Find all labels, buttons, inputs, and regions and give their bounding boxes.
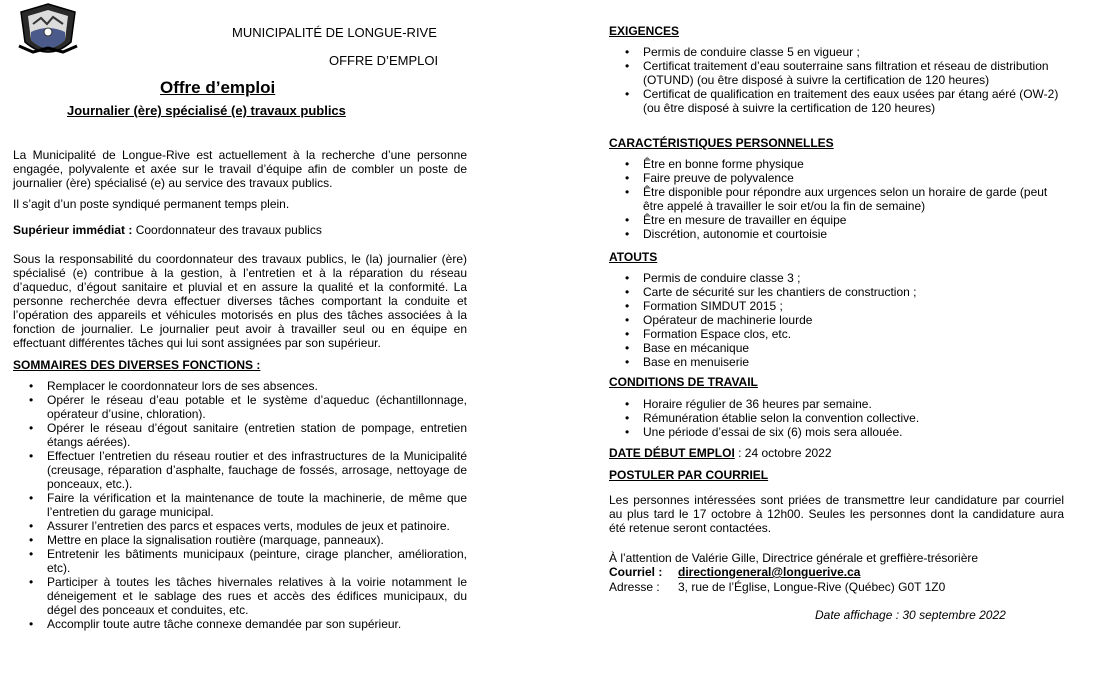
list-item: • Assurer l’entretien des parcs et espaces verts, modules de jeux et patinoire.	[13, 519, 467, 533]
functions-heading: SOMMAIRES DES DIVERSES FONCTIONS :	[13, 358, 261, 372]
list-item: • Opérateur de machinerie lourde	[609, 313, 1064, 327]
municipality-name: MUNICIPALITÉ DE LONGUE-RIVE	[232, 25, 437, 40]
list-item: • Base en menuiserie	[609, 355, 1064, 369]
atouts-list	[609, 271, 1064, 369]
conditions-heading: CONDITIONS DE TRAVAIL	[609, 375, 758, 389]
page-title: Offre d’emploi	[160, 78, 276, 97]
attention-line: À l’attention de Valérie Gille, Directrice générale et greffière-trésorière	[609, 551, 979, 565]
conditions-list	[609, 397, 1064, 439]
posting-date: Date affichage : 30 septembre 2022	[815, 608, 1006, 622]
atouts-heading: ATOUTS	[609, 250, 658, 264]
offer-label: OFFRE D’EMPLOI	[329, 53, 439, 68]
functions-list	[13, 379, 467, 631]
list-item: • Permis de conduire classe 3 ;	[609, 271, 1064, 285]
supervisor-label: Supérieur immédiat :	[13, 223, 133, 237]
list-item: • Entretenir les bâtiments municipaux (peinture, cirage plancher, amélioration, etc).	[13, 547, 467, 575]
list-item: • Formation SIMDUT 2015 ;	[609, 299, 1064, 313]
list-item: • Faire preuve de polyvalence	[609, 171, 1064, 185]
intro-paragraph: La Municipalité de Longue-Rive est actuellement à la recherche d’une personne engagée, polyvalente et axée sur le travail d’équipe afin de combler un poste de journalier (ère) spécialisé (e) au service des travaux publics.	[13, 148, 467, 190]
list-item: • Rémunération établie selon la convention collective.	[609, 411, 1064, 425]
list-item: • Être en mesure de travailler en équipe	[609, 213, 1064, 227]
caracteristiques-heading: CARACTÉRISTIQUES PERSONNELLES	[609, 136, 834, 150]
start-date-value: : 24 octobre 2022	[734, 446, 832, 460]
address-line	[609, 580, 1064, 594]
job-subtitle: Journalier (ère) spécialisé (e) travaux publics	[67, 103, 346, 118]
caracteristiques-list	[609, 157, 1064, 241]
email-line	[609, 565, 1064, 579]
exigences-heading: EXIGENCES	[609, 24, 680, 38]
address-value: 3, rue de l’Église, Longue-Rive (Québec) G0T 1Z0	[678, 580, 946, 594]
start-date-line	[609, 446, 1064, 460]
email-label: Courriel :	[609, 565, 663, 579]
list-item: • Horaire régulier de 36 heures par semaine.	[609, 397, 1064, 411]
start-date-label: DATE DÉBUT EMPLOI	[609, 446, 735, 460]
list-item: • Carte de sécurité sur les chantiers de construction ;	[609, 285, 1064, 299]
exigences-list	[609, 45, 1064, 115]
list-item: • Être en bonne forme physique	[609, 157, 1064, 171]
list-item: • Participer à toutes les tâches hivernales relatives à la voirie notamment le déneigement et le sablage des rues et accès des édifices municipaux, du dégel des ponceaux et conduites, etc.	[13, 575, 467, 617]
supervisor-value: Coordonnateur des travaux publics	[132, 223, 322, 237]
list-item: • Remplacer le coordonnateur lors de ses absences.	[13, 379, 467, 393]
list-item: • Faire la vérification et la maintenance de toute la machinerie, de même que l’entretien du garage municipal.	[13, 491, 467, 519]
position-type: Il s’agit d’un poste syndiqué permanent temps plein.	[13, 197, 290, 211]
list-item: • Accomplir toute autre tâche connexe demandée par son supérieur.	[13, 617, 467, 631]
postuler-heading: POSTULER PAR COURRIEL	[609, 468, 769, 482]
list-item: • Permis de conduire classe 5 en vigueur ;	[609, 45, 1064, 59]
supervisor-line	[13, 223, 467, 237]
list-item: • Effectuer l’entretien du réseau routier et des infrastructures de la Municipalité (creusage, réparation d’asphalte, fauchage de fossés, arrosage, nettoyage de ponceaux, etc.).	[13, 449, 467, 491]
list-item: • Une période d’essai de six (6) mois sera allouée.	[609, 425, 1064, 439]
list-item: • Discrétion, autonomie et courtoisie	[609, 227, 1064, 241]
list-item: • Être disponible pour répondre aux urgences selon un horaire de garde (peut être appelé à travailler le soir et/ou la fin de semaine)	[609, 185, 1064, 213]
list-item: • Certificat de qualification en traitement des eaux usées par étang aéré (OW-2) (ou être disposé à suivre la certification de 120 heures)	[609, 87, 1064, 115]
email-link[interactable]: directiongeneral@longuerive.ca	[678, 565, 861, 579]
list-item: • Opérer le réseau d’eau potable et le système d’aqueduc (échantillonnage, opérateur d’usine, chloration).	[13, 393, 467, 421]
list-item: • Certificat traitement d’eau souterraine sans filtration et réseau de distribution (OTUND) (ou être disposé à suivre la certification de 120 heures)	[609, 59, 1064, 87]
address-label: Adresse :	[609, 580, 660, 594]
list-item: • Base en mécanique	[609, 341, 1064, 355]
list-item: • Mettre en place la signalisation routière (marquage, panneaux).	[13, 533, 467, 547]
description-paragraph: Sous la responsabilité du coordonnateur des travaux publics, le (la) journalier (ère) spécialisé (e) contribue à la gestion, à l’entretien et à la réparation du réseau d’aqueduc, d’égout sanitaire et pluvial et en assure la qualité et la conformité. La personne recherchée devra effectuer diverses tâches comportant la conduite et l’opération des appareils et véhicules motorisés en plus des tâches associées à la fonction de journalier. Le journalier peut avoir à travailler seul ou en équipe en effectuant différentes tâches qui lui sont assignées par son supérieur.	[13, 252, 467, 350]
list-item: • Opérer le réseau d’égout sanitaire (entretien station de pompage, entretien étangs aérées).	[13, 421, 467, 449]
postuler-paragraph: Les personnes intéressées sont priées de transmettre leur candidature par courriel au plus tard le 17 octobre à 12h00. Seules les personnes dont la candidature aura été retenue seront contactées.	[609, 493, 1064, 535]
municipal-crest-icon	[13, 2, 83, 64]
list-item: • Formation Espace clos, etc.	[609, 327, 1064, 341]
